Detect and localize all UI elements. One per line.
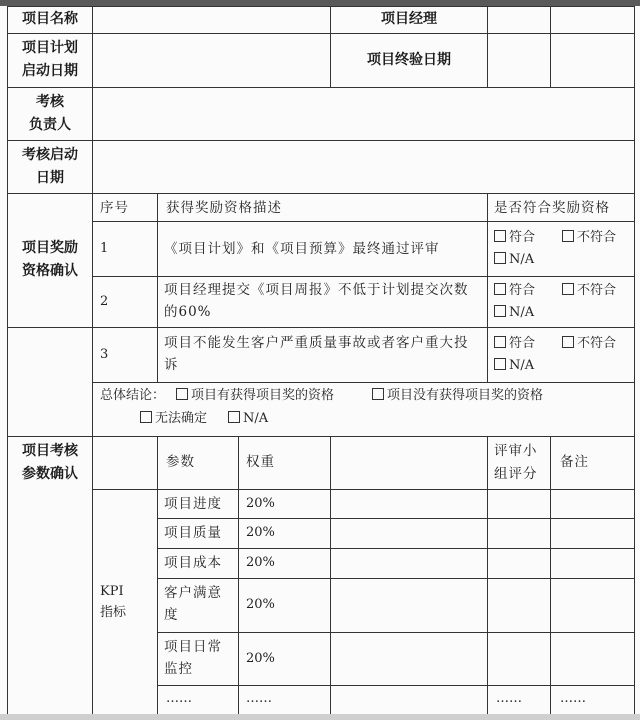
param-row-3-name: 项目成本	[164, 555, 222, 571]
reward-item-3-no-option[interactable]: 不符合	[562, 334, 616, 354]
kpi-label-line1: KPI	[100, 584, 124, 599]
reward-item-3-yes[interactable]: 符合	[494, 334, 535, 354]
param-row-2-name: 项目质量	[164, 525, 222, 541]
param-row-1-weight: 20%	[246, 496, 275, 511]
reward-item-1-no-option[interactable]: 不符合	[562, 228, 616, 248]
conclusion-not-option[interactable]: 项目没有获得项目奖的资格	[372, 386, 543, 406]
param-row-5-name: 项目日常监控	[164, 639, 222, 677]
checkbox-icon	[372, 388, 384, 400]
col-score-header-line2: 组评分	[494, 466, 538, 482]
param-row-6-name: ……	[166, 691, 192, 706]
reward-item-2-no: 2	[100, 294, 109, 309]
reward-section-label-line2: 资格确认	[22, 263, 78, 279]
col-param-header: 参数	[166, 454, 195, 470]
final-acceptance-date-label: 项目终验日期	[367, 52, 451, 68]
checkbox-icon	[140, 411, 152, 423]
reward-item-3-no: 3	[100, 347, 109, 362]
checkbox-icon	[494, 230, 506, 242]
project-manager-label: 项目经理	[381, 11, 437, 27]
col-score-header-line1: 评审小	[494, 443, 538, 459]
reward-section-label-line1: 项目奖励	[22, 240, 78, 256]
conclusion-has-option[interactable]: 项目有获得项目奖的资格	[176, 386, 334, 406]
assessor-label-line2: 负责人	[29, 117, 71, 133]
reward-item-1-desc: 《项目计划》和《项目预算》最终通过评审	[164, 241, 440, 257]
param-row-4-name: 客户满意度	[164, 585, 222, 623]
assessor-label-line1: 考核	[36, 94, 64, 110]
param-row-4-weight: 20%	[246, 597, 275, 612]
reward-item-2-desc: 项目经理提交《项目周报》不低于计划提交次数的60%	[164, 282, 469, 320]
col-no-header: 序号	[100, 200, 129, 216]
params-section-label-line2: 参数确认	[22, 466, 78, 482]
checkbox-icon	[562, 336, 574, 348]
col-weight-header: 权重	[246, 454, 275, 470]
assessment-start-label-line2: 日期	[36, 170, 64, 186]
kpi-label-line2: 指标	[100, 605, 127, 620]
checkbox-icon	[494, 252, 506, 264]
checkbox-icon	[228, 411, 240, 423]
conclusion-label: 总体结论：	[100, 388, 166, 403]
reward-item-1-yes[interactable]: 符合	[494, 228, 535, 248]
project-name-label: 项目名称	[22, 11, 78, 27]
reward-item-1-no: 1	[100, 241, 109, 256]
reward-item-2-yes[interactable]: 符合	[494, 281, 535, 301]
col-note-header: 备注	[560, 454, 589, 470]
param-row-6-score: ……	[496, 691, 522, 706]
checkbox-icon	[494, 358, 506, 370]
checkbox-icon	[494, 305, 506, 317]
checkbox-icon	[494, 283, 506, 295]
reward-item-3-desc: 项目不能发生客户严重质量事故或者客户重大投诉	[164, 335, 469, 373]
checkbox-icon	[562, 283, 574, 295]
col-desc-header: 获得奖励资格描述	[166, 200, 282, 216]
bottom-edge	[0, 714, 640, 720]
checkbox-icon	[562, 230, 574, 242]
conclusion-unsure-option[interactable]: 无法确定	[140, 409, 207, 429]
param-row-3-weight: 20%	[246, 555, 275, 570]
checkbox-icon	[176, 388, 188, 400]
reward-item-2-na[interactable]: N/A	[494, 303, 534, 323]
reward-item-1-na[interactable]: N/A	[494, 250, 534, 270]
params-section-label-line1: 项目考核	[22, 443, 78, 459]
param-row-6-note: ……	[560, 691, 586, 706]
plan-start-label-line2: 启动日期	[22, 63, 78, 79]
assessment-start-label-line1: 考核启动	[22, 147, 78, 163]
param-row-5-weight: 20%	[246, 651, 275, 666]
reward-item-3-na[interactable]: N/A	[494, 356, 534, 376]
param-row-6-weight: ……	[246, 691, 272, 706]
plan-start-label-line1: 项目计划	[22, 40, 78, 56]
checkbox-icon	[494, 336, 506, 348]
param-row-2-weight: 20%	[246, 525, 275, 540]
param-row-1-name: 项目进度	[164, 496, 222, 512]
top-edge	[0, 0, 640, 6]
col-eligible-header: 是否符合奖励资格	[494, 200, 610, 216]
reward-item-2-no-option[interactable]: 不符合	[562, 281, 616, 301]
conclusion-na-option[interactable]: N/A	[228, 409, 268, 429]
